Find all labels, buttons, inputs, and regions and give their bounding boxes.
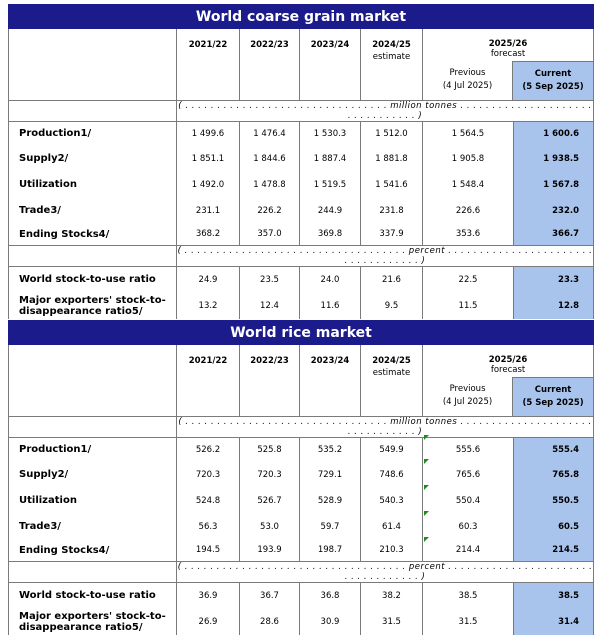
year-value: 1 492.0 (177, 172, 240, 198)
unit-blank-cell (9, 417, 177, 438)
current-value: 366.7 (514, 224, 594, 246)
table-title: World coarse grain market (9, 5, 594, 29)
year-value: 24.9 (177, 267, 240, 293)
year-value: 53.0 (240, 514, 300, 540)
current-value: 214.5 (514, 540, 594, 562)
year-value: 59.7 (300, 514, 361, 540)
previous-value: 1 564.5 (423, 122, 514, 146)
ratio-row-label: Major exporters' stock-to-disappearance ratio5/ (9, 609, 177, 635)
previous-label: Previous (449, 384, 486, 394)
year-value: 368.2 (177, 224, 240, 246)
year-value: 244.9 (300, 198, 361, 224)
rice-table (8, 320, 594, 635)
data-row-label: Supply2/ (9, 462, 177, 488)
unit-blank-cell (9, 246, 177, 267)
header-blank-cell (9, 345, 177, 417)
header-blank-cell (9, 29, 177, 101)
current-header (512, 61, 593, 100)
year-value: 1 499.6 (177, 122, 240, 146)
current-value: 12.8 (514, 293, 594, 319)
current-date: (5 Sep 2025) (522, 398, 584, 408)
year-value: 9.5 (361, 293, 423, 319)
ratio-row-label: World stock-to-use ratio (9, 583, 177, 609)
estimate-label: estimate (372, 368, 411, 378)
year-value: 720.3 (240, 462, 300, 488)
year-value: 231.1 (177, 198, 240, 224)
ratio-row-label: Major exporters' stock-to-disappearance ratio5/ (9, 293, 177, 319)
previous-value: 31.5 (423, 609, 514, 635)
year-header (177, 29, 240, 101)
unit-million-tonnes: ( . . . . . . . . . . . . . . . . . . . . . . . . . . . . . . . . million tonnes . . . . . . . . . . . . . . . . . . . . . . . . . . . . . . . . ) (178, 101, 592, 121)
year-header (300, 29, 361, 101)
current-value: 232.0 (514, 198, 594, 224)
year-value: 535.2 (300, 438, 361, 462)
year-label: 2024/25 (372, 40, 411, 50)
year-value: 13.2 (177, 293, 240, 319)
previous-date: (4 Jul 2025) (442, 397, 493, 407)
previous-value: 22.5 (423, 267, 514, 293)
year-value: 528.9 (300, 488, 361, 514)
year-value: 28.6 (240, 609, 300, 635)
year-value: 24.0 (300, 267, 361, 293)
previous-value: 765.6 (423, 462, 514, 488)
unit-blank-cell (9, 101, 177, 122)
year-value: 369.8 (300, 224, 361, 246)
year-header (361, 29, 423, 101)
year-value: 1 476.4 (240, 122, 300, 146)
year-value: 23.5 (240, 267, 300, 293)
unit-percent: ( . . . . . . . . . . . . . . . . . . . . . . . . . . . . . . . . . . . percent . . . . . . . . . . . . . . . . . . . . . . . . . . . . . . . . . . . ) (177, 562, 593, 582)
year-value: 36.8 (300, 583, 361, 609)
current-label: Current (534, 385, 572, 395)
previous-value: 555.6 (423, 438, 514, 462)
data-row-label: Ending Stocks4/ (9, 540, 177, 562)
forecast-subheaders (423, 377, 593, 416)
current-header (512, 377, 593, 416)
previous-value: 11.5 (423, 293, 514, 319)
year-value: 1 519.5 (300, 172, 361, 198)
forecast-year: 2025/26 (488, 39, 528, 49)
year-label: 2022/23 (250, 356, 289, 366)
year-value: 526.2 (177, 438, 240, 462)
data-row-label: Ending Stocks4/ (9, 224, 177, 246)
year-value: 1 530.3 (300, 122, 361, 146)
year-value: 357.0 (240, 224, 300, 246)
year-value: 1 881.8 (361, 146, 423, 172)
previous-date: (4 Jul 2025) (442, 81, 493, 91)
year-value: 337.9 (361, 224, 423, 246)
forecast-subheaders (423, 61, 593, 100)
year-header (240, 345, 300, 417)
data-row-label: Production1/ (9, 122, 177, 146)
previous-value: 60.3 (423, 514, 514, 540)
forecast-year: 2025/26 (488, 355, 528, 365)
forecast-year-block (423, 345, 593, 377)
previous-value: 550.4 (423, 488, 514, 514)
year-value: 36.7 (240, 583, 300, 609)
ratio-row-label: World stock-to-use ratio (9, 267, 177, 293)
current-value: 31.4 (514, 609, 594, 635)
year-header (300, 345, 361, 417)
year-value: 11.6 (300, 293, 361, 319)
year-label: 2022/23 (250, 40, 289, 50)
previous-value: 1 905.8 (423, 146, 514, 172)
data-row-label: Utilization (9, 172, 177, 198)
year-value: 1 478.8 (240, 172, 300, 198)
year-value: 231.8 (361, 198, 423, 224)
coarse-grain-table (8, 4, 594, 319)
year-header (240, 29, 300, 101)
year-value: 38.2 (361, 583, 423, 609)
estimate-label: estimate (372, 52, 411, 62)
year-value: 193.9 (240, 540, 300, 562)
table-title: World rice market (9, 321, 594, 345)
previous-value: 38.5 (423, 583, 514, 609)
unit-percent: ( . . . . . . . . . . . . . . . . . . . . . . . . . . . . . . . . . . . percent . . . . . . . . . . . . . . . . . . . . . . . . . . . . . . . . . . . ) (177, 246, 593, 266)
current-date: (5 Sep 2025) (522, 82, 584, 92)
year-value: 210.3 (361, 540, 423, 562)
year-value: 524.8 (177, 488, 240, 514)
data-row-label: Trade3/ (9, 514, 177, 540)
current-value: 1 938.5 (514, 146, 594, 172)
year-value: 1 844.6 (240, 146, 300, 172)
year-value: 1 512.0 (361, 122, 423, 146)
current-value: 23.3 (514, 267, 594, 293)
year-value: 1 541.6 (361, 172, 423, 198)
previous-value: 226.6 (423, 198, 514, 224)
data-row-label: Supply2/ (9, 146, 177, 172)
previous-header (423, 61, 512, 100)
year-value: 525.8 (240, 438, 300, 462)
year-label: 2021/22 (188, 356, 228, 366)
year-value: 198.7 (300, 540, 361, 562)
year-header (361, 345, 423, 417)
year-value: 1 851.1 (177, 146, 240, 172)
forecast-label: forecast (490, 365, 526, 375)
previous-value: 214.4 (423, 540, 514, 562)
year-value: 56.3 (177, 514, 240, 540)
year-header (177, 345, 240, 417)
forecast-label: forecast (490, 49, 526, 59)
current-value: 38.5 (514, 583, 594, 609)
data-row-label: Production1/ (9, 438, 177, 462)
current-value: 555.4 (514, 438, 594, 462)
year-label: 2023/24 (310, 40, 350, 50)
current-value: 1 567.8 (514, 172, 594, 198)
year-value: 748.6 (361, 462, 423, 488)
current-label: Current (534, 69, 572, 79)
current-value: 1 600.6 (514, 122, 594, 146)
year-label: 2024/25 (372, 356, 411, 366)
year-label: 2021/22 (188, 40, 228, 50)
year-value: 36.9 (177, 583, 240, 609)
previous-header (423, 377, 512, 416)
year-value: 61.4 (361, 514, 423, 540)
unit-million-tonnes: ( . . . . . . . . . . . . . . . . . . . . . . . . . . . . . . . . million tonnes . . . . . . . . . . . . . . . . . . . . . . . . . . . . . . . . ) (178, 417, 592, 437)
year-value: 720.3 (177, 462, 240, 488)
year-label: 2023/24 (310, 356, 350, 366)
year-value: 12.4 (240, 293, 300, 319)
data-row-label: Utilization (9, 488, 177, 514)
year-value: 21.6 (361, 267, 423, 293)
year-value: 540.3 (361, 488, 423, 514)
year-value: 31.5 (361, 609, 423, 635)
year-value: 226.2 (240, 198, 300, 224)
year-value: 26.9 (177, 609, 240, 635)
year-value: 549.9 (361, 438, 423, 462)
previous-value: 1 548.4 (423, 172, 514, 198)
year-value: 30.9 (300, 609, 361, 635)
year-value: 1 887.4 (300, 146, 361, 172)
current-value: 60.5 (514, 514, 594, 540)
forecast-year-block (423, 29, 593, 61)
year-value: 729.1 (300, 462, 361, 488)
year-value: 194.5 (177, 540, 240, 562)
current-value: 765.8 (514, 462, 594, 488)
current-value: 550.5 (514, 488, 594, 514)
forecast-header (423, 345, 594, 417)
previous-value: 353.6 (423, 224, 514, 246)
forecast-header (423, 29, 594, 101)
data-row-label: Trade3/ (9, 198, 177, 224)
unit-blank-cell (9, 562, 177, 583)
previous-label: Previous (449, 68, 486, 78)
year-value: 526.7 (240, 488, 300, 514)
